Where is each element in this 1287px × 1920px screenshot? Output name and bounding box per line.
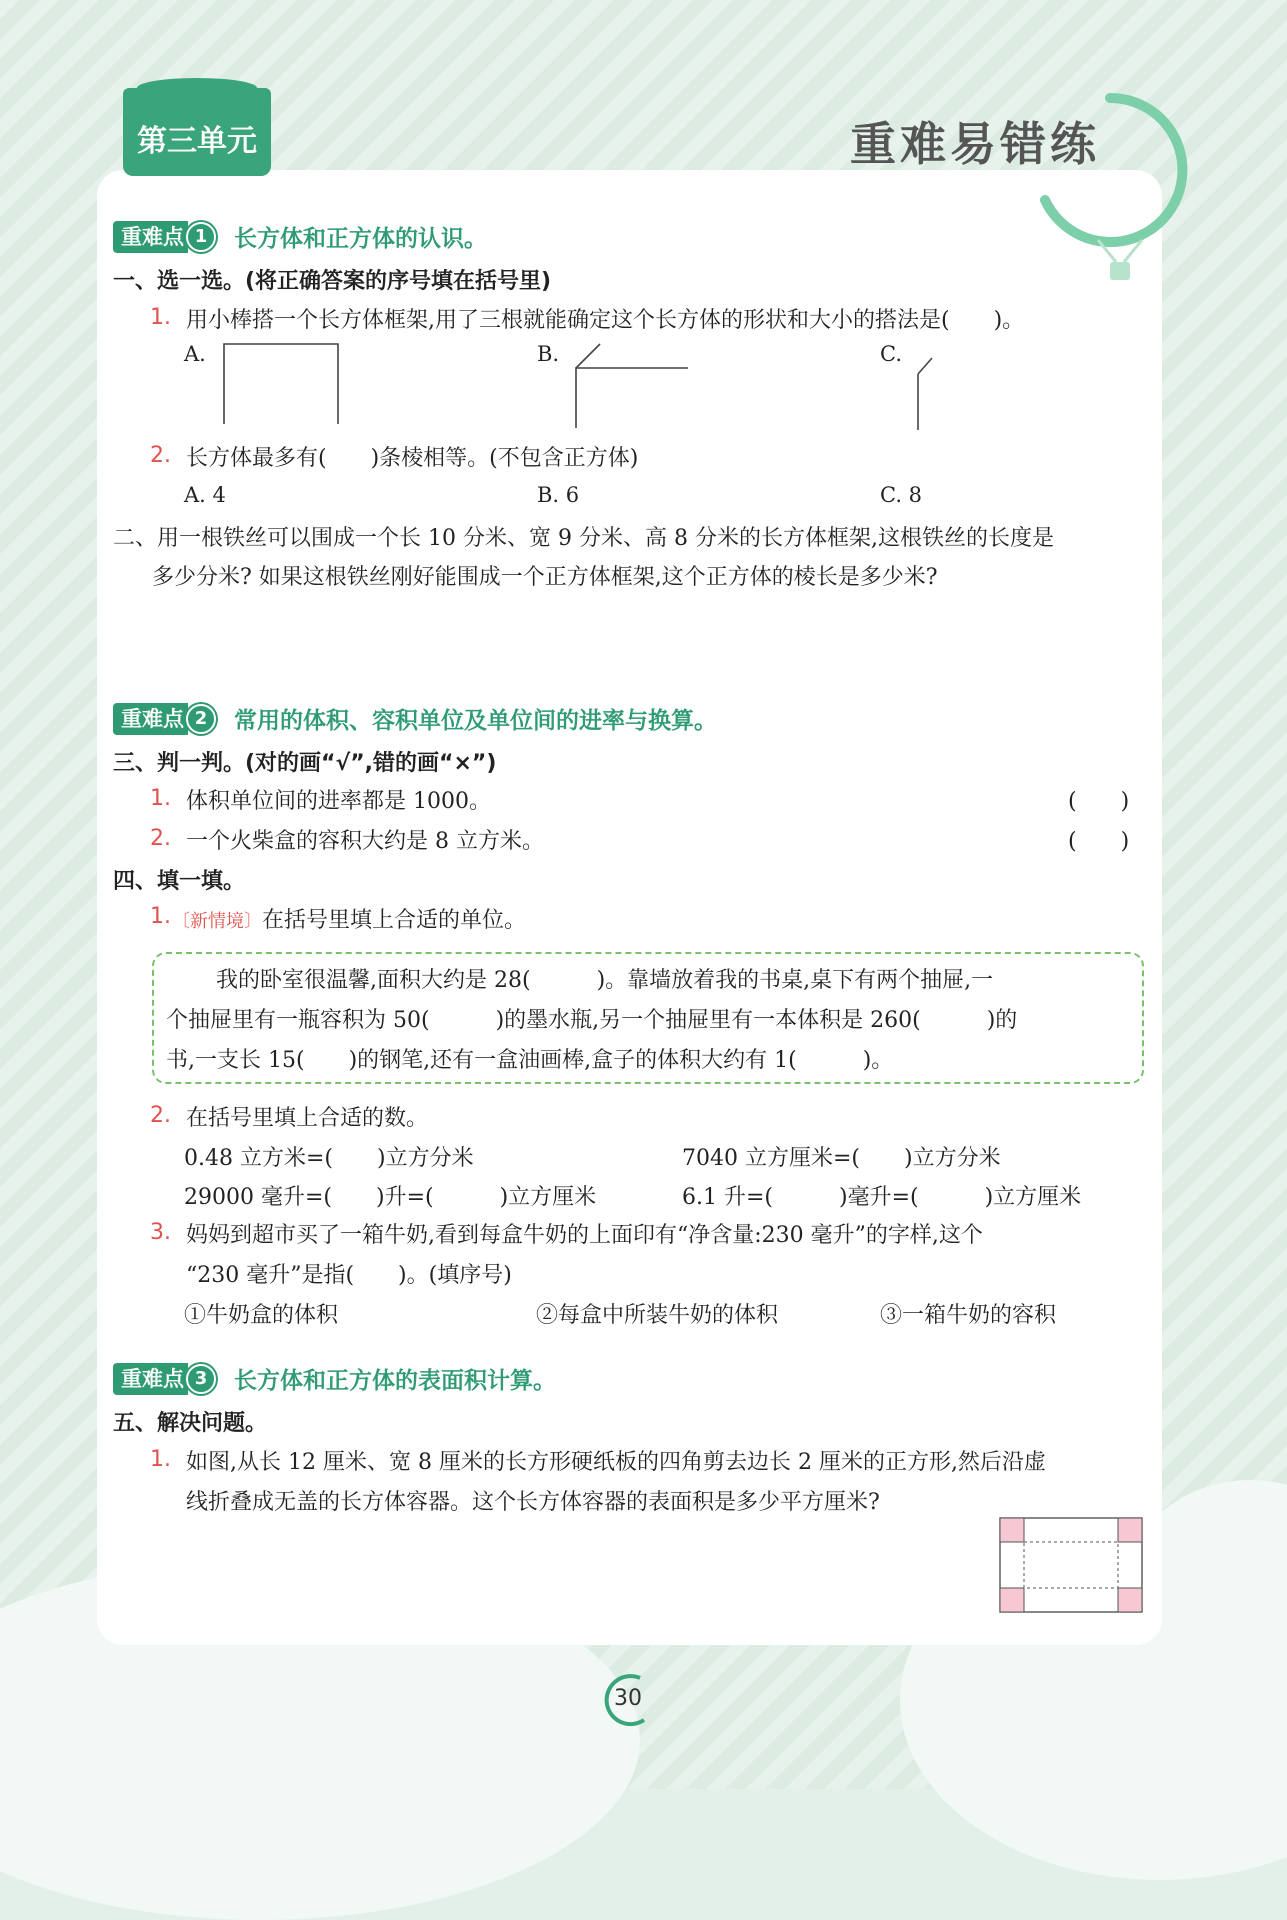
question-line	[172, 903, 526, 934]
section-badge: 重难点	[113, 1363, 188, 1395]
option-b: B. 6	[537, 483, 580, 507]
new-context-tag: 〔新情境〕	[172, 911, 262, 932]
section-number: 1	[186, 222, 216, 252]
part2-line-2: 多少分米? 如果这根铁丝刚好能围成一个正方体框架,这个正方体的棱长是多少米?	[152, 565, 938, 590]
part2-line-1: 二、用一根铁丝可以围成一个长 10 分米、宽 9 分米、高 8 分米的长方体框架,这根铁丝的长度是	[113, 526, 1054, 551]
story-line-3: 书,一支长 15( )的钢笔,还有一盒油画棒,盒子的体积大约有 1( )。	[166, 1048, 894, 1073]
option-3: ③一箱牛奶的容积	[880, 1303, 1057, 1328]
part4-heading: 四、填一填。	[113, 869, 246, 894]
question-number: 1.	[150, 786, 171, 811]
page-title: 重难易错练	[850, 117, 1100, 171]
page-number-badge	[600, 1672, 656, 1728]
answer-paren[interactable]: ( )	[1068, 829, 1130, 854]
part1-heading: 一、选一选。(将正确答案的序号填在括号里)	[113, 269, 552, 294]
question-number: 2.	[150, 443, 171, 468]
option-1: ①牛奶盒的体积	[184, 1303, 339, 1328]
part5-heading: 五、解决问题。	[113, 1411, 268, 1436]
question-text: 体积单位间的进率都是 1000。	[186, 789, 491, 814]
stick-frame-figure-a	[220, 340, 345, 426]
question-number: 1.	[150, 904, 171, 929]
question-text: 长方体最多有( )条棱相等。(不包含正方体)	[186, 446, 639, 471]
cardboard-net-figure	[999, 1517, 1145, 1615]
hot-air-balloon-icon	[1040, 90, 1200, 300]
question-number: 1.	[150, 1447, 171, 1472]
section-badge: 重难点	[113, 221, 188, 253]
question-number: 1.	[150, 305, 171, 330]
stick-frame-figure-c	[910, 352, 940, 432]
unit-tab	[123, 88, 271, 176]
section-header-2	[113, 702, 717, 735]
question-text: 一个火柴盒的容积大约是 8 立方米。	[186, 829, 544, 854]
stick-frame-figure-b	[568, 340, 698, 430]
answer-paren[interactable]: ( )	[1068, 789, 1130, 814]
section-title: 常用的体积、容积单位及单位间的进率与换算。	[234, 708, 717, 734]
section-title: 长方体和正方体的认识。	[234, 226, 487, 252]
question-text: 在括号里填上合适的单位。	[262, 908, 527, 933]
section-number: 3	[186, 1364, 216, 1394]
section-badge: 重难点	[113, 703, 188, 735]
page-number: 30	[614, 1686, 642, 1711]
question-number: 3.	[150, 1220, 171, 1245]
section-title: 长方体和正方体的表面积计算。	[234, 1368, 556, 1394]
question-text: 在括号里填上合适的数。	[186, 1106, 429, 1131]
conversion-item: 0.48 立方米=( )立方分米	[184, 1146, 474, 1171]
option-2: ②每盒中所装牛奶的体积	[536, 1303, 779, 1328]
question-number: 2.	[150, 1103, 171, 1128]
option-c: C. 8	[880, 483, 923, 507]
question-text-line-1: 如图,从长 12 厘米、宽 8 厘米的长方形硬纸板的四角剪去边长 2 厘米的正方形,然后沿虚	[186, 1450, 1046, 1475]
option-label-a: A.	[184, 342, 206, 366]
question-text: 用小棒搭一个长方体框架,用了三根就能确定这个长方体的形状和大小的搭法是( )。	[186, 308, 1025, 333]
section-header-1	[113, 220, 487, 253]
option-label-c: C.	[880, 342, 902, 366]
question-text-line-2: 线折叠成无盖的长方体容器。这个长方体容器的表面积是多少平方厘米?	[186, 1490, 880, 1515]
question-number: 2.	[150, 826, 171, 851]
story-line-1: 我的卧室很温馨,面积大约是 28( )。靠墙放着我的书桌,桌下有两个抽屉,一	[216, 968, 994, 993]
conversion-item: 6.1 升=( )毫升=( )立方厘米	[682, 1185, 1082, 1210]
option-a: A. 4	[184, 483, 226, 507]
section-number: 2	[186, 704, 216, 734]
conversion-item: 29000 毫升=( )升=( )立方厘米	[184, 1185, 597, 1210]
section-header-3	[113, 1362, 556, 1395]
question-text-line-2: “230 毫升”是指( )。(填序号)	[186, 1263, 512, 1288]
story-line-2: 个抽屉里有一瓶容积为 50( )的墨水瓶,另一个抽屉里有一本体积是 260( )的	[166, 1008, 1018, 1033]
conversion-item: 7040 立方厘米=( )立方分米	[682, 1146, 1001, 1171]
question-text-line-1: 妈妈到超市买了一箱牛奶,看到每盒牛奶的上面印有“净含量:230 毫升”的字样,这个	[186, 1223, 983, 1248]
unit-tab-label: 第三单元	[137, 124, 257, 159]
part3-heading: 三、判一判。(对的画“√”,错的画“×”)	[113, 751, 497, 776]
option-label-b: B.	[537, 342, 560, 366]
